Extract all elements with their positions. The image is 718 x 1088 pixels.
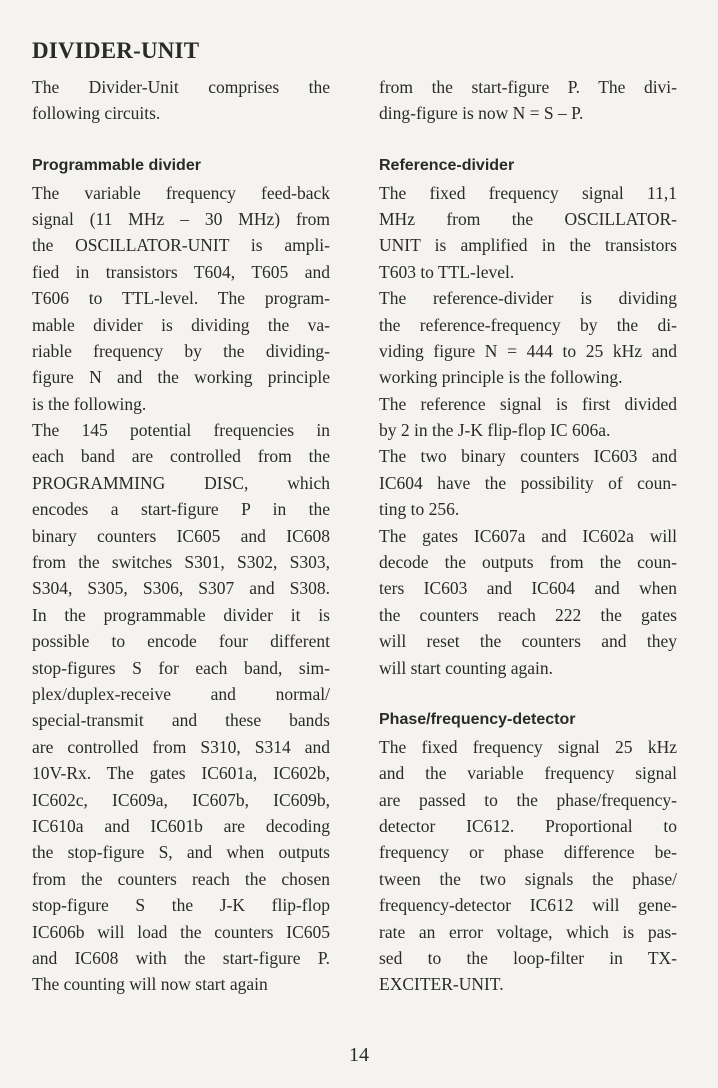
text-line: ters IC603 and IC604 and when (379, 578, 677, 599)
reference-divider-heading: Reference-divider (379, 157, 515, 175)
text-line: The variable frequency feed-back (32, 182, 330, 203)
text-line: the counters reach 222 the gates (379, 604, 677, 625)
text-line: from the start-figure P. The divi- (379, 77, 677, 97)
text-line: binary counters IC605 and IC608 (32, 525, 330, 546)
text-line: The reference signal is first divided (379, 393, 677, 414)
text-line: mable divider is dividing the va- (32, 314, 330, 335)
text-line: MHz from the OSCILLATOR- (379, 208, 677, 229)
text-line: frequency or phase difference be- (379, 842, 677, 863)
text-line: ting to 256. (379, 499, 460, 520)
continuation-paragraph (379, 74, 677, 127)
text-line: stop-figure S the J-K flip-flop (32, 895, 330, 916)
text-line: T606 to TTL-level. The program- (32, 288, 330, 309)
right-column (379, 74, 677, 998)
text-line: will reset the counters and they (379, 631, 677, 652)
text-line: sed to the loop-filter in TX- (379, 947, 677, 968)
phase-frequency-detector-heading: Phase/frequency-detector (379, 711, 576, 729)
text-line: UNIT is amplified in the transistors (379, 235, 677, 256)
text-line: working principle is the following. (379, 367, 623, 388)
page-title: DIVIDER-UNIT (32, 38, 200, 63)
text-line: the OSCILLATOR-UNIT is ampli- (32, 235, 330, 256)
text-line: 10V-Rx. The gates IC601a, IC602b, (32, 763, 330, 784)
text-line: S304, S305, S306, S307 and S308. (32, 578, 330, 599)
text-line: stop-figures S for each band, sim- (32, 657, 330, 678)
text-line: by 2 in the J-K flip-flop IC 606a. (379, 420, 611, 441)
text-line: and the variable frequency signal (379, 763, 677, 784)
text-line: The Divider-Unit comprises the (32, 77, 330, 97)
text-line: plex/duplex-receive and normal/ (32, 683, 330, 704)
text-line: encodes a start-figure P in the (32, 499, 330, 520)
text-line: from the switches S301, S302, S303, (32, 552, 330, 573)
text-line: viding figure N = 444 to 25 kHz and (379, 340, 677, 361)
text-line: The reference-divider is dividing (379, 288, 677, 309)
text-line: The fixed frequency signal 25 kHz (379, 736, 677, 757)
text-line: detector IC612. Proportional to (379, 815, 677, 836)
text-line: and IC608 with the start-figure P. (32, 947, 330, 968)
text-line: is the following. (32, 393, 147, 414)
text-line: special-transmit and these bands (32, 710, 330, 731)
text-line: following circuits. (32, 103, 161, 124)
programmable-divider-text (32, 180, 330, 998)
text-line: ding-figure is now N = S – P. (379, 103, 584, 124)
text-line: The fixed frequency signal 11,1 (379, 182, 677, 203)
text-line: are controlled from S310, S314 and (32, 736, 330, 757)
text-line: IC610a and IC601b are decoding (32, 815, 330, 836)
text-line: T603 to TTL-level. (379, 261, 515, 282)
programmable-divider-heading: Programmable divider (32, 157, 201, 175)
text-line: from the counters reach the chosen (32, 868, 330, 889)
text-line: signal (11 MHz – 30 MHz) from (32, 208, 330, 229)
text-line: the stop-figure S, and when outputs (32, 842, 330, 863)
text-line: In the programmable divider it is (32, 604, 330, 625)
text-line: decode the outputs from the coun- (379, 552, 677, 573)
phase-frequency-detector-text (379, 734, 677, 998)
text-line: The two binary counters IC603 and (379, 446, 677, 467)
text-line: The gates IC607a and IC602a will (379, 525, 677, 546)
left-column (32, 74, 330, 998)
text-line: tween the two signals the phase/ (379, 868, 677, 889)
intro-paragraph (32, 74, 330, 127)
text-line: riable frequency by the dividing- (32, 340, 330, 361)
text-line: PROGRAMMING DISC, which (32, 472, 330, 493)
reference-divider-text (379, 180, 677, 681)
text-line: EXCITER-UNIT. (379, 974, 504, 995)
text-line: will start counting again. (379, 657, 553, 678)
text-line: IC602c, IC609a, IC607b, IC609b, (32, 789, 330, 810)
text-line: The counting will now start again (32, 974, 268, 995)
text-line: each band are controlled from the (32, 446, 330, 467)
text-line: The 145 potential frequencies in (32, 420, 330, 441)
text-line: IC606b will load the counters IC605 (32, 921, 330, 942)
text-line: possible to encode four different (32, 631, 330, 652)
text-line: fied in transistors T604, T605 and (32, 261, 330, 282)
text-line: figure N and the working principle (32, 367, 330, 388)
text-line: rate an error voltage, which is pas- (379, 921, 677, 942)
text-line: are passed to the phase/frequency- (379, 789, 677, 810)
text-line: the reference-frequency by the di- (379, 314, 677, 335)
text-line: frequency-detector IC612 will gene- (379, 895, 677, 916)
text-line: IC604 have the possibility of coun- (379, 472, 677, 493)
page-number: 14 (349, 1044, 369, 1066)
